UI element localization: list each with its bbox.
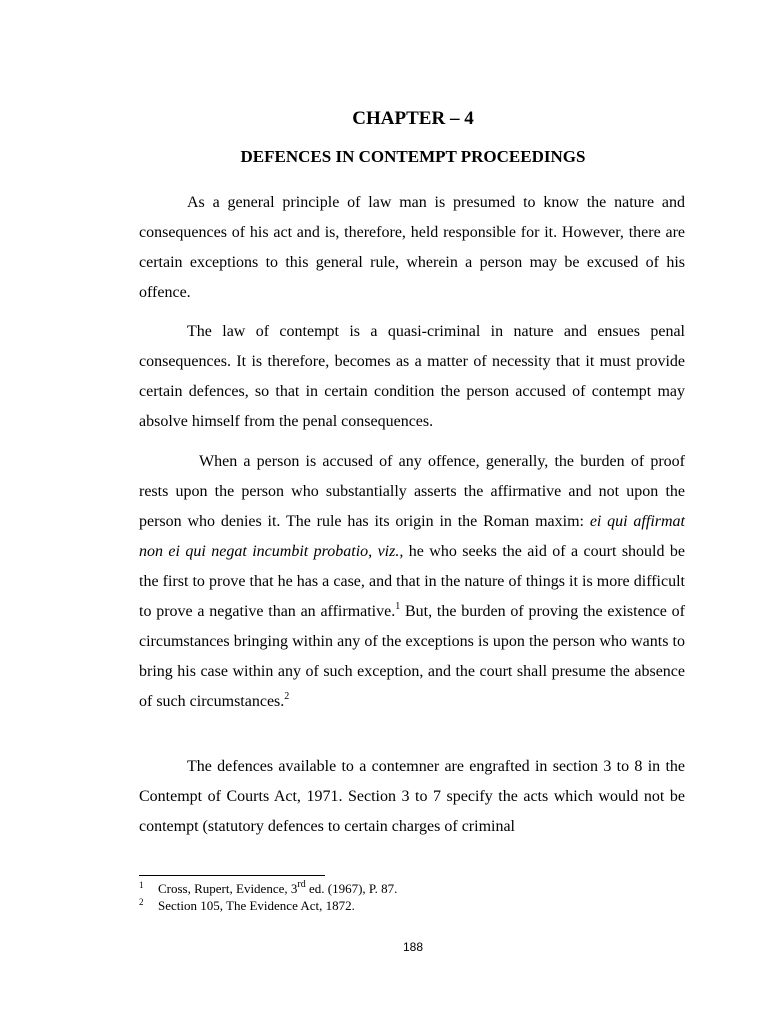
- chapter-title: DEFENCES IN CONTEMPT PROCEEDINGS: [240, 147, 586, 166]
- footnote-ref-2[interactable]: 2: [284, 690, 290, 702]
- paragraph-1: [139, 188, 685, 308]
- footnote-superscript: rd: [297, 878, 306, 890]
- paragraph-3-part-1: When a person is accused of any offence, generally, the burden of proof rests upon the person who substantially asserts the affirmative and not upon the person who denies it. The rule has its origin in the Roman maxim:: [139, 453, 685, 530]
- paragraph-4-text: The defences available to a contemner are engrafted in section 3 to 8 in the Contempt of Courts Act, 1971. Section 3 to 7 specify the acts which would not be contempt (statutory defences to certain charges of criminal: [139, 758, 685, 835]
- latin-maxim: ei qui affirmat non ei qui negat incumbit probatio, viz.,: [139, 513, 685, 560]
- paragraph-3-part-2: he who seeks the aid of a court should be the first to prove that he has a case, and that in the nature of things it is more difficult to prove a negative than an affirmative.: [139, 543, 686, 620]
- chapter-heading: CHAPTER – 4: [352, 108, 474, 129]
- paragraph-3-part-3: But, the burden of proving the existence of circumstances bringing within any of the exceptions is upon the person who wants to bring his case within any of such exception, and the court shall presume the absence of such circumstances.: [139, 603, 685, 710]
- footnote-text: Section 105, The Evidence Act, 1872.: [158, 898, 355, 913]
- paragraph-2: [139, 317, 685, 437]
- page-number: 188: [402, 940, 424, 954]
- paragraph-2-text: The law of contempt is a quasi-criminal in nature and ensues penal consequences. It is therefore, becomes as a matter of necessity that it must provide certain defences, so that in certain condition the person accused of contempt may absolve himself from the penal consequences.: [139, 323, 685, 430]
- footnote-number: 1: [139, 880, 144, 890]
- paragraph-3-text: [139, 447, 685, 717]
- footnote-divider: [139, 875, 325, 876]
- footnote-1: [139, 880, 685, 897]
- footnote-ref-1[interactable]: 1: [395, 600, 401, 612]
- footnote-2: [139, 897, 685, 914]
- footnote-text-cont: ed. (1967), P. 87.: [305, 881, 398, 896]
- paragraph-1-text: As a general principle of law man is presumed to know the nature and consequences of his act and is, therefore, held responsible for it. However, there are certain exceptions to this general rule, wherein a person may be excused of his offence.: [139, 194, 685, 301]
- footnote-text: Cross, Rupert, Evidence, 3: [158, 881, 298, 896]
- paragraph-3: [139, 447, 685, 717]
- footnotes: [139, 880, 685, 914]
- paragraph-4: [139, 752, 685, 842]
- footnote-number: 2: [139, 897, 144, 907]
